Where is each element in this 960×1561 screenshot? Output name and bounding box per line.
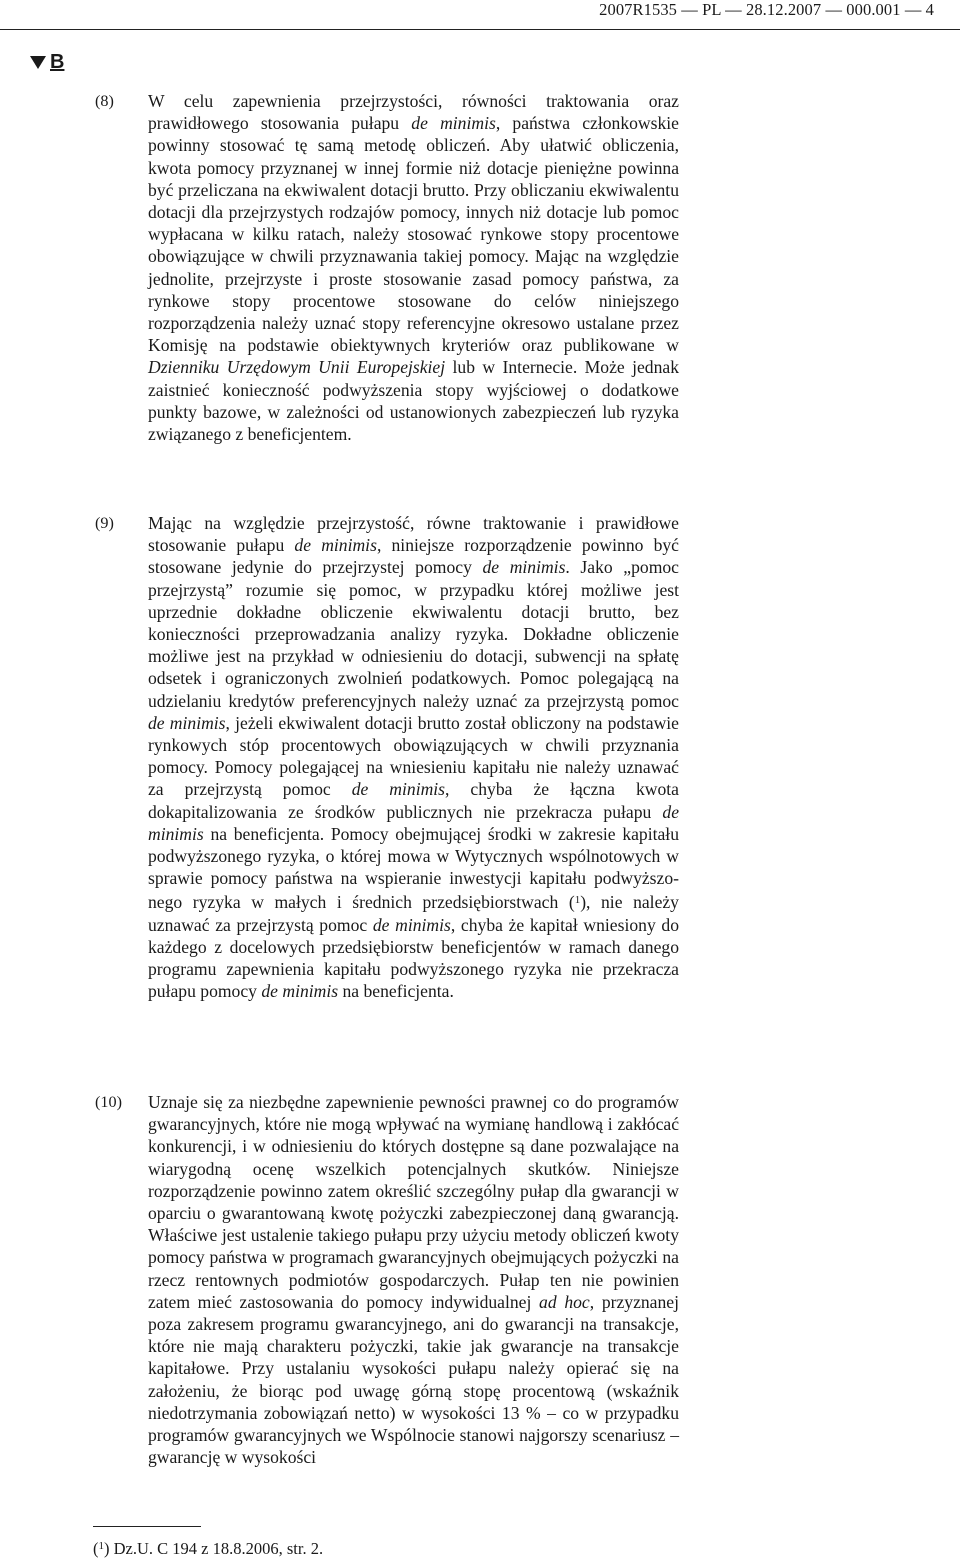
italic-term: de minimis [351, 779, 446, 800]
amendment-marker [30, 52, 64, 72]
recital-number: (8) [95, 92, 114, 110]
italic-term: de minimis [482, 557, 566, 578]
footnote-marker: 1 [98, 1540, 104, 1552]
footnote-rule [93, 1526, 201, 1527]
text-run: na beneficjenta. Pomocy obejmującej środki w zakresie kapitału podwyższonego ryzyka, o której mowa w Wytycznych wspólnotowych w sprawie pomocy państwa na wspieranie inwestycji kapitału podwyższonego ryzyka w małych i średnich przedsiębiorstwach ( [148, 823, 679, 913]
footnote-reference: 1 [574, 894, 581, 907]
text-run: ), nie należy uznawać za przejrzystą pomoc [148, 892, 679, 935]
triangle-down-icon [30, 56, 46, 69]
text-run: W celu zapewnienia przejrzystości, równości traktowania oraz prawidłowego stosowania pułapu [148, 91, 679, 134]
text-run: , państwa członkowskie powinny stosować tę samą metodę obliczeń. Aby ułatwić obliczenia, kwota pomocy przyznanej w innej formie niż dotacje pieniężne powinna być przeliczana na ekwiwalent dotacji brutto. Przy obliczaniu ekwiwalentu dotacji dla przejrzystych rodzajów pomocy, innych niż dotacje lub pomoc wypłacana w kilku ratach, należy stosować rynkowe stopy procentowe obowiązujące w chwili przyznawania takiej pomocy. Mając na względzie jednolite, przejrzyste i proste stosowanie zasad pomocy państwa, za rynkowe stopy procentowe stosowane do celów niniejszego rozporządzenia należy uznać stopy referencyjne okresowo ustalane przez Komisję na podstawie obiektywnych kryteriów oraz publikowane w [148, 113, 679, 356]
text-run: na beneficjenta. [338, 981, 454, 1002]
italic-term: de minimis [148, 712, 226, 733]
footnote-text: Dz.U. C 194 z 18.8.2006, str. 2. [113, 1539, 324, 1558]
text-run: Uznaje się za niezbędne zapewnienie pewności prawnej co do programów gwarancyjnych, które nie mogą wpływać na wymianę handlową i zakłócać konkurencji, i w odniesieniu do których dostępne są dane pozwalające na wiarygodną ocenę wszelkich potencjalnych skutków. Niniejsze rozporządzenie powinno zatem określić szczególny pułap dla gwarancji w oparciu o gwarantowaną kwotę pożyczki zabezpieczonej daną gwarancją. Właściwe jest ustalenie takiego pułapu przy użyciu metody obliczeń kwoty pomocy państwa w programach gwarancyjnych obejmujących pożyczki na rzecz rentownych podmiotów gospodarczych. Pułap ten nie powinien zatem mieć zastosowania do pomocy indywidualnej [148, 1092, 679, 1312]
italic-term: de minimis [372, 914, 451, 935]
text-run: , niniejsze rozporządzenie powinno być stosowane jedynie do przejrzystej pomocy [148, 535, 679, 578]
italic-term: Dzienniku Urzędowym Unii Europejskiej [148, 357, 446, 378]
text-run: , chyba że łączna kwota dokapitalizowania ze środków publicznych nie przekracza pułapu [148, 779, 679, 822]
text-run: , chyba że kapitał wniesiony do każdego z docelowych przedsiębiorstw beneficjentów w ramach danego programu zapewnienia kapitału podwyższonego ryzyka nie przekracza pułapu pomocy [148, 914, 679, 1002]
italic-term: de minimis [294, 535, 377, 556]
text-run: Mając na względzie przejrzystość, równe traktowanie i prawidłowe stosowanie pułapu [148, 513, 679, 556]
text-run: lub w Internecie. Może jednak zaistnieć konieczność podwyższenia stopy wyjściowej o dodatkowe punkty bazowe, w zależności od ustanowionych zabezpieczeń lub ryzyka związanego z beneficjentem. [148, 357, 679, 445]
italic-term: de minimis [261, 981, 339, 1002]
italic-term: de minimis [411, 113, 496, 134]
recital-text [148, 90, 679, 445]
header-rule [0, 29, 960, 30]
italic-term: ad hoc [539, 1291, 590, 1312]
text-run: , przyznanej poza zakresem programu gwarancyjnego, ani do gwarancji na transakcje, które nie mają charakteru pożyczki, takie jak gwarancje na transakcje kapitałowe. Przy ustalaniu wysokości pułapu należy opierać się na założeniu, że biorąc pod uwagę górną stopę procentową (wskaźnik niedotrzymania zobowiązań netto) w wysokości 13 % – co w przypadku programów gwarancyjnych we Wspólnocie stanowi najgorszy scenariusz – gwarancję w wysokości [148, 1291, 679, 1468]
recital-number: (9) [95, 514, 114, 532]
document-reference: 2007R1535 — PL — 28.12.2007 — 000.001 — 4 [599, 0, 934, 19]
recital-number: (10) [95, 1093, 122, 1111]
italic-term: de minimis [148, 801, 679, 844]
footnote: ($^1$) Dz.U. C 194 z 18.8.2006, str. 2. [93, 1539, 324, 1558]
text-run: . Jako „pomoc przejrzystą” rozumie się pomoc, w przypadku której możliwe jest uprzednie dokładne obliczenie ekwiwalentu dotacji brutto, bez konieczności przeprowadzania analizy ryzyka. Dokładne obliczenie możliwe jest na przykład w odniesieniu do dotacji, subwencji na spłatę odsetek i ograniczonych zwolnień podatkowych. Pomoc polegającą na udzielaniu kredytów preferencyjnych należy uznać za przejrzystą pomoc [148, 557, 679, 711]
text-run: , jeżeli ekwiwalent dotacji brutto został obliczony na podstawie rynkowych stóp procentowych obowiązujących w chwili przyznania pomocy. Pomocy polegającej na wniesieniu kapitału nie należy uznawać za przejrzystą pomoc [148, 712, 679, 800]
recital-text [148, 1091, 679, 1468]
recital-text [148, 512, 679, 1002]
amendment-marker-letter: B [50, 51, 65, 73]
